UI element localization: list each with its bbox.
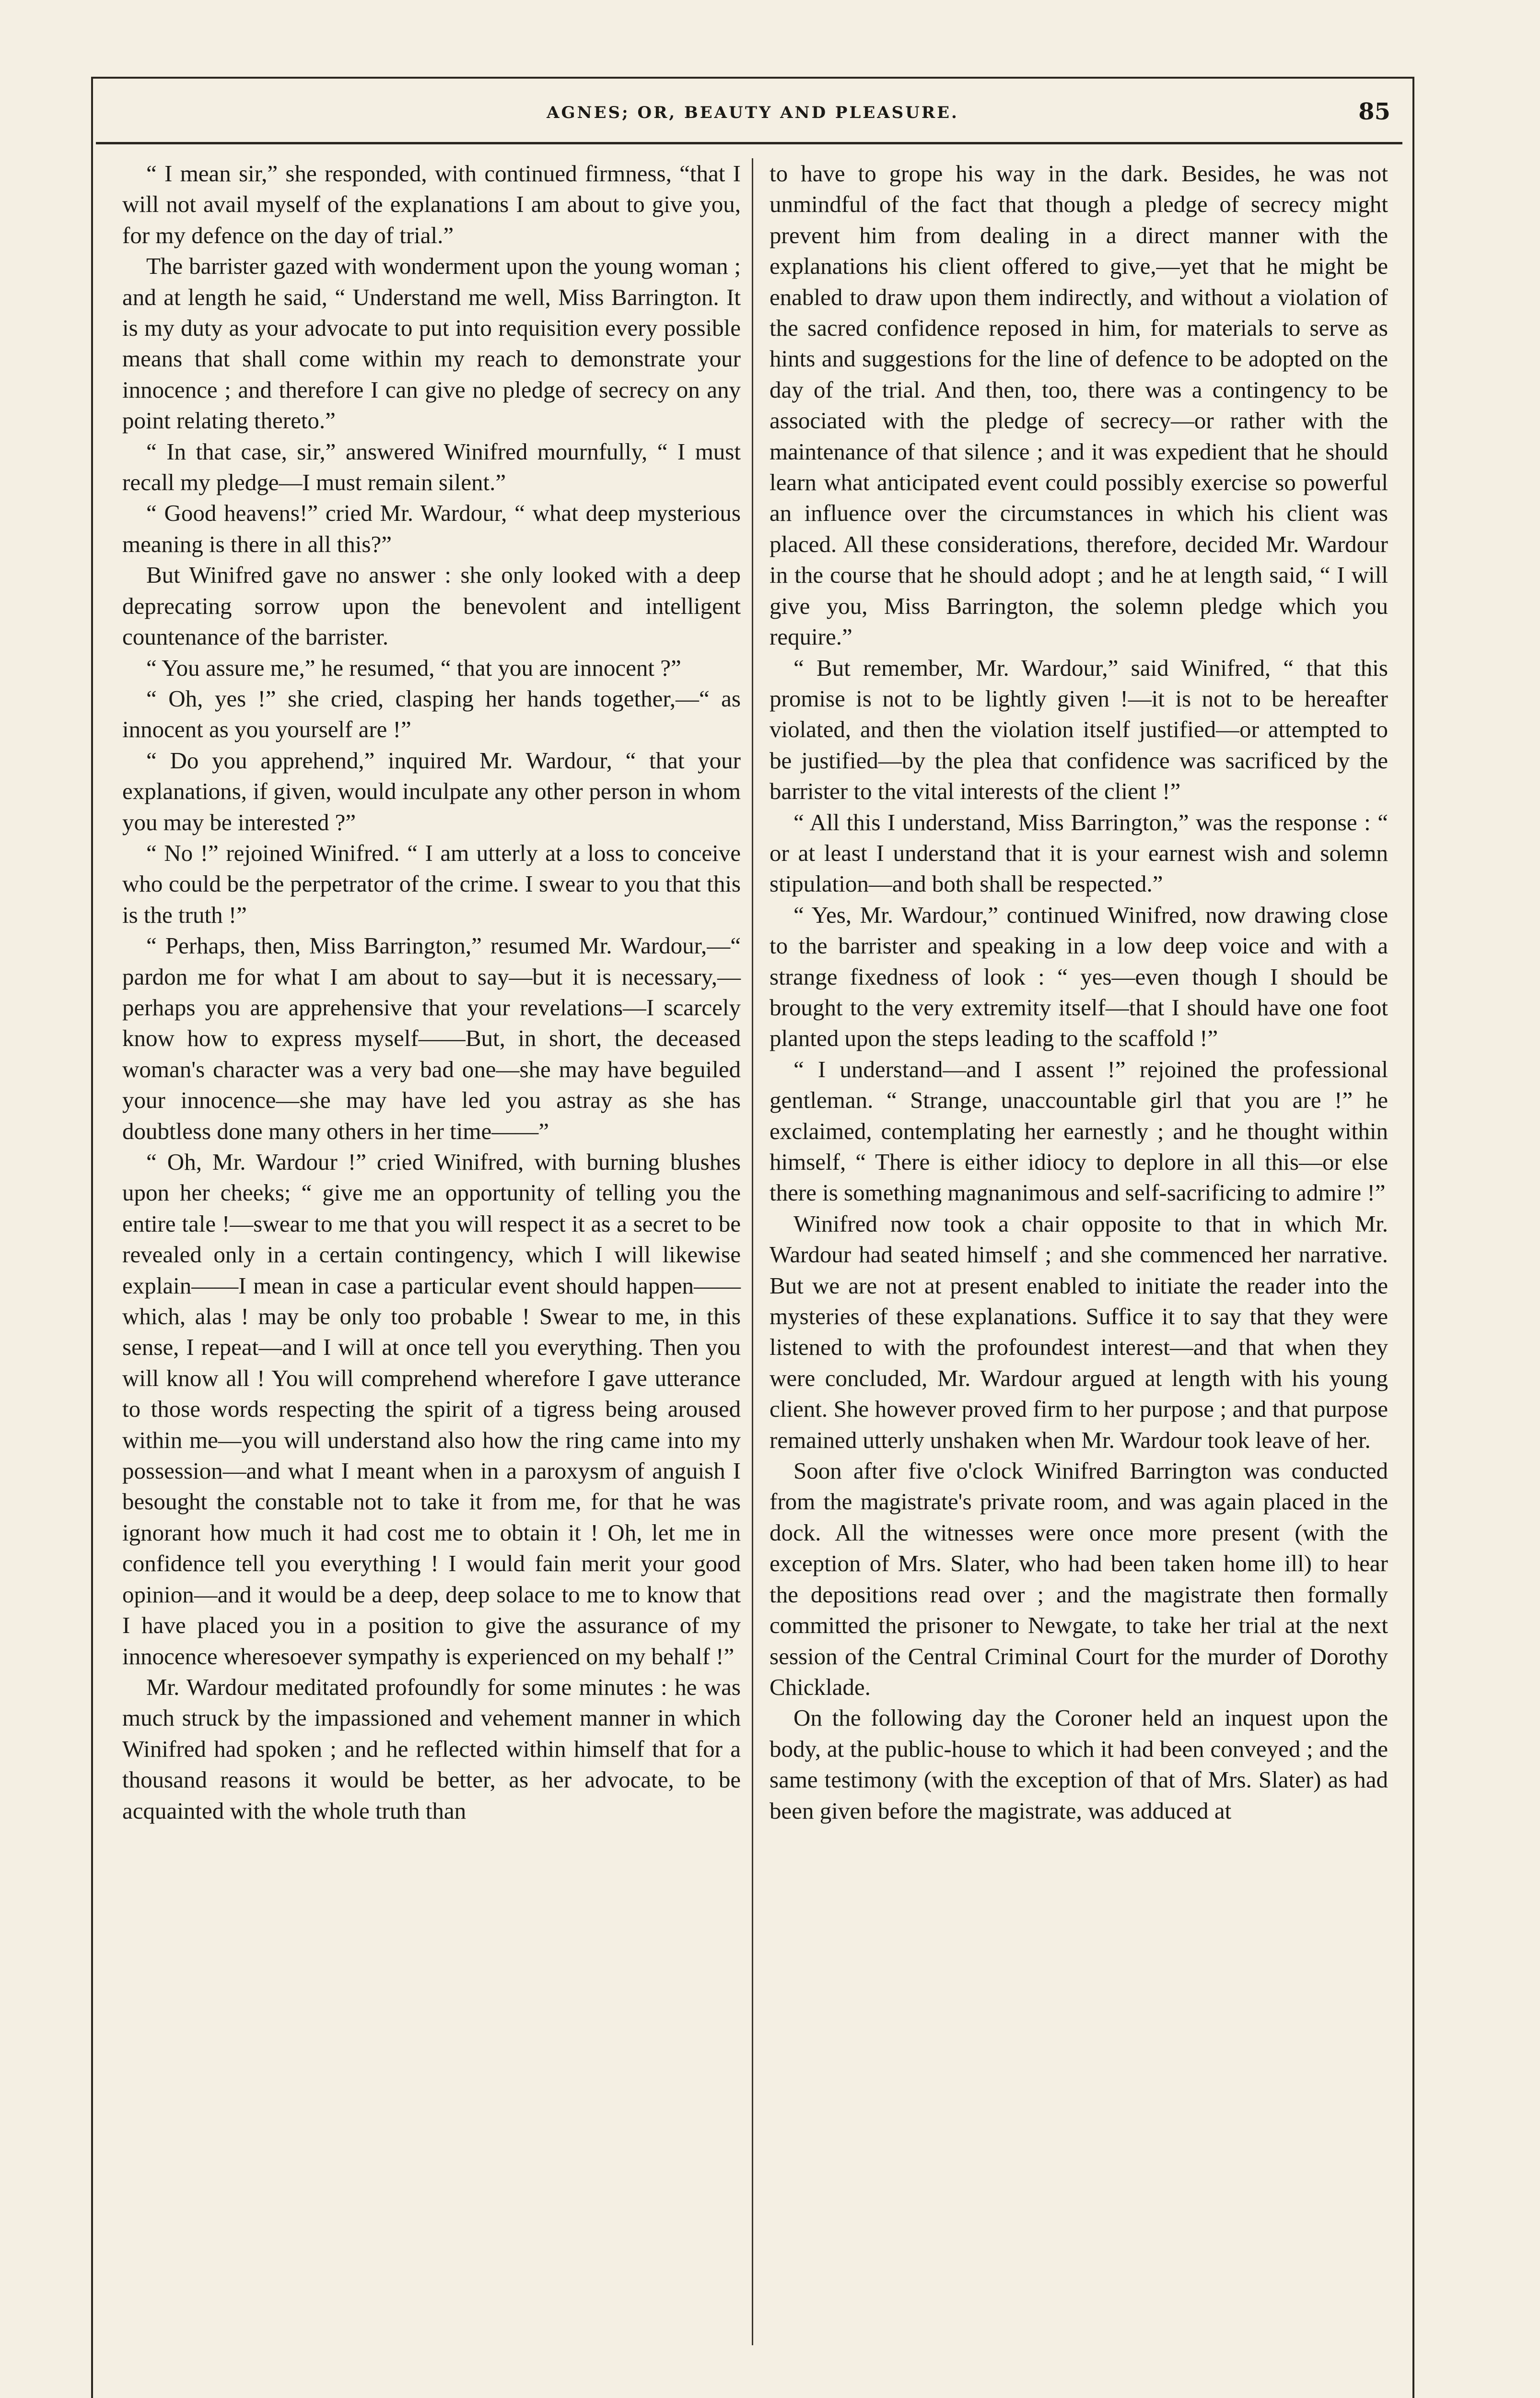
paragraph: “ I mean sir,” she responded, with continued firmness, “that I will not avail myself of the explanations I am about to give you, for my defence on the day of trial.” xyxy=(122,160,741,248)
paragraph: But Winifred gave no answer : she only looked with a deep deprecating sorrow upon the benevolent and intelligent countenance of the barrister. xyxy=(122,562,741,650)
paragraph: “ All this I understand, Miss Barrington,” was the response : “ or at least I understand that it is your earnest wish and solemn stipulation—and both shall be respected.” xyxy=(770,809,1388,897)
paragraph: “ Do you apprehend,” inquired Mr. Wardour, “ that your explanations, if given, would inculpate any other person in whom you may be interested ?” xyxy=(122,747,741,835)
paragraph: “ But remember, Mr. Wardour,” said Winifred, “ that this promise is not to be lightly given !—it is not to be hereafter violated, and then the violation itself justified—or attempted to be justified—by the plea that confidence was sacrificed by the barrister to the vital interests of the client !” xyxy=(770,654,1388,805)
paragraph: On the following day the Coroner held an inquest upon the body, at the public-house to which it had been conveyed ; and the same testimony (with the exception of that of Mrs. Slater) as had been given before the magistrate, was adduced at xyxy=(770,1704,1388,1824)
paragraph: “ Perhaps, then, Miss Barrington,” resumed Mr. Wardour,—“ pardon me for what I am about to say—but it is necessary,—perhaps you are apprehensive that your revelations—I scarcely know how to express myself——But, in short, the deceased woman's character was a very bad one—she may have beguiled your innocence—she may have led you astray as she has doubtless done many others in her time——” xyxy=(122,932,741,1144)
paragraph: “ In that case, sir,” answered Winifred mournfully, “ I must recall my pledge—I must remain silent.” xyxy=(122,438,741,496)
header-rule xyxy=(96,142,1402,144)
running-title: AGNES; OR, BEAUTY AND PLEASURE. xyxy=(547,103,959,122)
paragraph: “ Good heavens!” cried Mr. Wardour, “ what deep mysterious meaning is there in all this?” xyxy=(122,500,741,557)
paragraph: Mr. Wardour meditated profoundly for some minutes : he was much struck by the impassioned and vehement manner in which Winifred had spoken ; and he reflected within himself that for a thousand reasons it would be better, as her advocate, to be acquainted with the whole truth than xyxy=(122,1673,741,1824)
paragraph: “ Yes, Mr. Wardour,” continued Winifred, now drawing close to the barrister and speaking in a low deep voice and with a strange fixedness of look : “ yes—even though I should be brought to the very extremity itself—that I should have one foot planted upon the steps leading to the scaffold !” xyxy=(770,901,1388,1052)
paragraph: “ I understand—and I assent !” rejoined the professional gentleman. “ Strange, unaccountable girl that you are !” he exclaimed, contemplating her earnestly ; and he thought within himself, “ There is either idiocy to deplore in all this—or else there is something magnanimous and self-sacrificing to admire !” xyxy=(770,1056,1388,1206)
paragraph: Soon after five o'clock Winifred Barrington was conducted from the magistrate's private room, and was again placed in the dock. All the witnesses were once more present (with the exception of Mrs. Slater, who had been taken home ill) to hear the depositions read over ; and the magistrate then formally committed the prisoner to Newgate, to take her trial at the next session of the Central Criminal Court for the murder of Dorothy Chicklade. xyxy=(770,1458,1388,1700)
paragraph: to have to grope his way in the dark. Besides, he was not unmindful of the fact that though a pledge of secrecy might prevent him from dealing in a direct manner with the explanations his client offered to give,—yet that he might be enabled to draw upon them indirectly, and without a violation of the sacred confidence reposed in him, for materials to serve as hints and suggestions for the line of defence to be adopted on the day of the trial. And then, too, there was a contingency to be associated with the pledge of secrecy—or rather with the maintenance of that silence ; and it was expedient that he should learn what anticipated event could possibly exercise so powerful an influence over the circumstances in which his client was placed. All these considerations, therefore, decided Mr. Wardour in the course that he should adopt ; and he at length said, “ I will give you, Miss Barrington, the solemn pledge which you require.” xyxy=(770,160,1388,650)
left-column xyxy=(122,158,741,1826)
paragraph: “ No !” rejoined Winifred. “ I am utterly at a loss to conceive who could be the perpetrator of the crime. I swear to you that this is the truth !” xyxy=(122,839,741,928)
paragraph: The barrister gazed with wonderment upon the young woman ; and at length he said, “ Understand me well, Miss Barrington. It is my duty as your advocate to put into requisition every possible means that shall come within my reach to demonstrate your innocence ; and therefore I can give no pledge of secrecy on any point relating thereto.” xyxy=(122,253,741,434)
paragraph: “ Oh, Mr. Wardour !” cried Winifred, with burning blushes upon her cheeks; “ give me an opportunity of telling you the entire tale !—swear to me that you will respect it as a secret to be revealed only in a certain contingency, which I will likewise explain——I mean in case a particular event should happen——which, alas ! may be only too probable ! Swear to me, in this sense, I repeat—and I will at once tell you everything. Then you will know all ! You will comprehend wherefore I gave utterance to those words respecting the spirit of a tigress being aroused within me—you will understand also how the ring came into my possession—and what I meant when in a paroxysm of anguish I besought the constable not to take it from me, for that he was ignorant how much it had cost me to obtain it ! Oh, let me in confidence tell you everything ! I would fain merit your good opinion—and it would be a deep, deep solace to me to know that I have placed you in a position to give the assurance of my innocence wheresoever sympathy is experienced on my behalf !” xyxy=(122,1149,741,1669)
paragraph: “ You assure me,” he resumed, “ that you are innocent ?” xyxy=(146,654,681,681)
right-column xyxy=(770,158,1388,1826)
column-divider xyxy=(752,158,753,2345)
page-header xyxy=(96,98,1410,137)
paragraph: “ Oh, yes !” she cried, clasping her hands together,—“ as innocent as you yourself are !” xyxy=(122,685,741,743)
page-number: 85 xyxy=(1358,98,1390,125)
paragraph: Winifred now took a chair opposite to that in which Mr. Wardour had seated himself ; and she commenced her narrative. But we are not at present enabled to initiate the reader into the mysteries of these explanations. Suffice it to say that they were listened to with the profoundest interest—and that when they were concluded, Mr. Wardour argued at length with his young client. She however proved firm to her purpose ; and that purpose remained utterly unshaken when Mr. Wardour took leave of her. xyxy=(770,1210,1388,1453)
